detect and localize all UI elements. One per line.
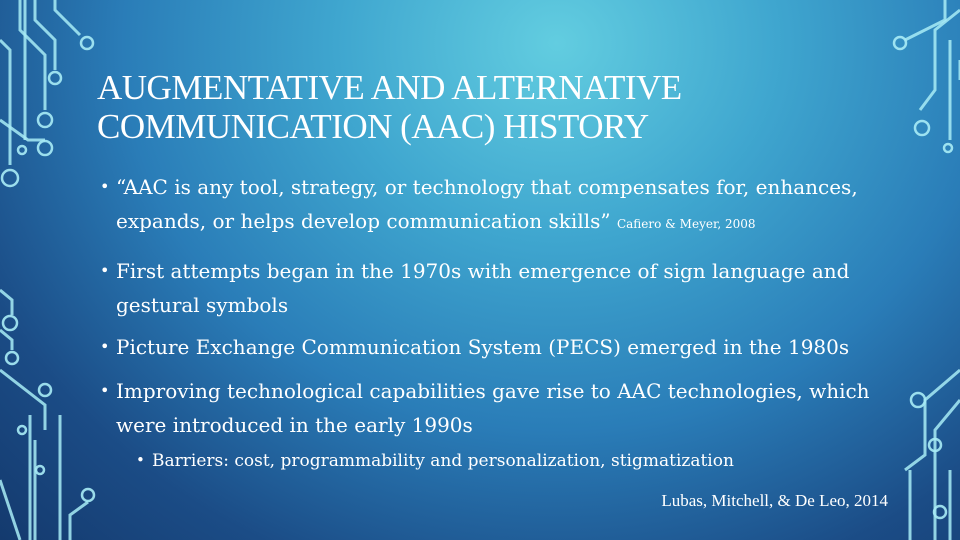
bullet-marker: •: [100, 177, 110, 196]
bullet-item: [100, 254, 916, 322]
bullet-text: “AAC is any tool, strategy, or technology that compensates for, enhances, expands, or helps develop communication skills”: [116, 175, 858, 233]
sub-bullet-text: Barriers: cost, programmability and personalization, stigmatization: [152, 451, 734, 471]
bullet-item: [100, 374, 916, 442]
bullet-marker: •: [100, 337, 110, 356]
sub-bullet-marker: •: [136, 451, 145, 469]
title-line-2: COMMUNICATION (AAC) HISTORY: [97, 107, 649, 146]
bullet-source: Cafiero & Meyer, 2008: [616, 217, 756, 231]
citation: Lubas, Mitchell, & De Leo, 2014: [661, 491, 888, 510]
bullet-marker: •: [100, 261, 110, 280]
slide-title: [97, 68, 817, 146]
title-line-1: AUGMENTATIVE AND ALTERNATIVE: [97, 68, 682, 107]
bullet-marker: •: [100, 381, 110, 400]
bullet-item: [100, 170, 916, 241]
bullet-text: Improving technological capabilities gave rise to AAC technologies, which were introduced in the early 1990s: [116, 379, 870, 437]
bullet-text: Picture Exchange Communication System (PECS) emerged in the 1980s: [116, 335, 850, 359]
bullet-item: [100, 330, 916, 364]
left-circuit-graphic: [0, 0, 94, 540]
bullet-text: First attempts began in the 1970s with emergence of sign language and gestural symbols: [116, 259, 850, 317]
sub-bullet-item: [136, 446, 892, 476]
